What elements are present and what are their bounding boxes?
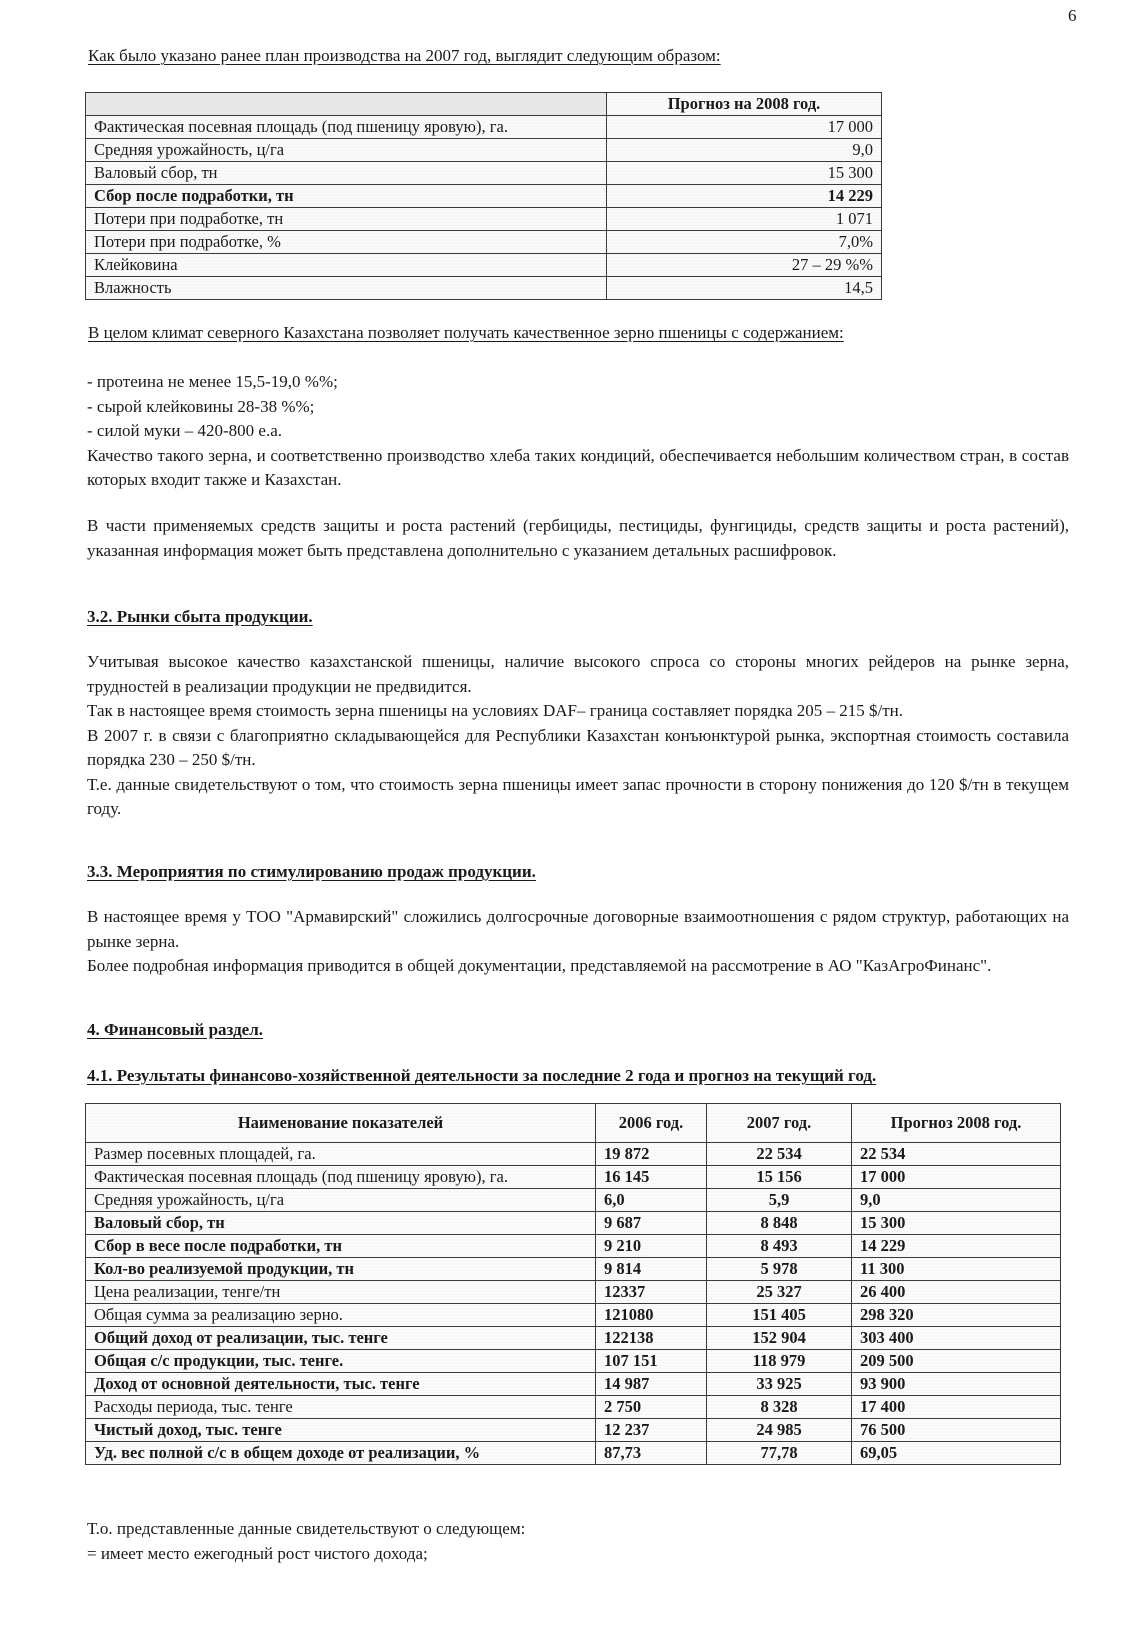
- paragraph: Т.е. данные свидетельствуют о том, что стоимость зерна пшеницы имеет запас прочности в сторону понижения до 120 $/тн в текущем году.: [87, 774, 1069, 818]
- list-item: = имеет место ежегодный рост чистого дохода;: [87, 1543, 428, 1563]
- table-header-cell: Прогноз 2008 год.: [852, 1104, 1061, 1143]
- paragraph: Так в настоящее время стоимость зерна пшеницы на условиях DAF– граница составляет порядка 205 – 215 $/тн.: [87, 701, 903, 720]
- row-label: Клейковина: [86, 254, 607, 277]
- list-item: - сырой клейковины 28-38 %%;: [87, 396, 315, 416]
- table-header-cell: 2007 год.: [707, 1104, 852, 1143]
- value-2006: 12 237: [596, 1419, 707, 1442]
- table-header-cell: Наименование показателей: [86, 1104, 596, 1143]
- row-label: Сбор в весе после подработки, тн: [86, 1235, 596, 1258]
- row-value: 15 300: [607, 162, 882, 185]
- table-header-cell: Прогноз на 2008 год.: [607, 93, 882, 116]
- value-2006: 6,0: [596, 1189, 707, 1212]
- table-row: [86, 1258, 1061, 1281]
- section-3-3-body: [87, 905, 1069, 979]
- list-item: - протеина не менее 15,5-19,0 %%;: [87, 372, 338, 391]
- value-2007: 33 925: [707, 1373, 852, 1396]
- table-row: [86, 1281, 1061, 1304]
- table-row: [86, 1143, 1061, 1166]
- row-label: Кол-во реализуемой продукции, тн: [86, 1258, 596, 1281]
- table-row: [86, 1442, 1061, 1465]
- financial-results-table: [85, 1103, 1061, 1465]
- value-2006: 107 151: [596, 1350, 707, 1373]
- row-label: Общий доход от реализации, тыс. тенге: [86, 1327, 596, 1350]
- table-row: [86, 231, 882, 254]
- row-label: Общая сумма за реализацию зерно.: [86, 1304, 596, 1327]
- value-2007: 5 978: [707, 1258, 852, 1281]
- value-2007: 15 156: [707, 1166, 852, 1189]
- page-number: 6: [1068, 6, 1077, 25]
- section-3-3-heading: 3.3. Мероприятия по стимулированию продаж продукции.: [87, 862, 536, 881]
- value-2006: 14 987: [596, 1373, 707, 1396]
- quality-paragraph: Качество такого зерна, и соответственно производство хлеба таких кондиций, обеспечивается небольшим количеством стран, в состав которых входит также и Казахстан.: [87, 445, 1069, 489]
- row-label: Потери при подработке, тн: [86, 208, 607, 231]
- table-header-cell: [86, 93, 607, 116]
- table-row: [86, 1235, 1061, 1258]
- intro-heading: Как было указано ранее план производства на 2007 год, выглядит следующим образом:: [88, 46, 721, 65]
- value-2008: 93 900: [852, 1373, 1061, 1396]
- value-2007: 25 327: [707, 1281, 852, 1304]
- paragraph: Учитывая высокое качество казахстанской пшеницы, наличие высокого спроса со стороны многих рейдеров на рынке зерна, трудностей в реализации продукции не предвидится.: [87, 652, 1069, 696]
- production-plan-table: [85, 92, 882, 300]
- value-2007: 24 985: [707, 1419, 852, 1442]
- table-row: [86, 1373, 1061, 1396]
- table-row: [86, 1396, 1061, 1419]
- table-row: [86, 1166, 1061, 1189]
- table-row: [86, 1327, 1061, 1350]
- value-2008: 17 400: [852, 1396, 1061, 1419]
- value-2007: 151 405: [707, 1304, 852, 1327]
- row-label: Сбор после подработки, тн: [86, 185, 607, 208]
- table-row: [86, 139, 882, 162]
- row-value: 7,0%: [607, 231, 882, 254]
- table-row: [86, 116, 882, 139]
- row-label: Общая с/с продукции, тыс. тенге.: [86, 1350, 596, 1373]
- section-4-1-heading: 4.1. Результаты финансово-хозяйственной деятельности за последние 2 года и прогноз на текущий год.: [87, 1066, 877, 1085]
- value-2008: 76 500: [852, 1419, 1061, 1442]
- value-2007: 8 328: [707, 1396, 852, 1419]
- row-label: Фактическая посевная площадь (под пшеницу яровую), га.: [86, 1166, 596, 1189]
- climate-list: [87, 370, 1069, 493]
- table-row: [86, 185, 882, 208]
- value-2006: 19 872: [596, 1143, 707, 1166]
- list-item: - силой муки – 420-800 е.а.: [87, 421, 283, 440]
- row-label: Уд. вес полной с/с в общем доходе от реализации, %: [86, 1442, 596, 1465]
- paragraph: В настоящее время у ТОО "Армавирский" сложились долгосрочные договорные взаимоотношения с рядом структур, работающих на рынке зерна.: [87, 907, 1069, 951]
- value-2008: 69,05: [852, 1442, 1061, 1465]
- value-2006: 122138: [596, 1327, 707, 1350]
- table-row: [86, 277, 882, 300]
- table-row: [86, 208, 882, 231]
- value-2008: 22 534: [852, 1143, 1061, 1166]
- table-header-cell: 2006 год.: [596, 1104, 707, 1143]
- row-value: 27 – 29 %%: [607, 254, 882, 277]
- table-row: [86, 1304, 1061, 1327]
- value-2008: 303 400: [852, 1327, 1061, 1350]
- value-2006: 9 814: [596, 1258, 707, 1281]
- row-label: Доход от основной деятельности, тыс. тенге: [86, 1373, 596, 1396]
- row-label: Средняя урожайность, ц/га: [86, 1189, 596, 1212]
- table-row: [86, 254, 882, 277]
- value-2006: 9 210: [596, 1235, 707, 1258]
- table-row: [86, 1212, 1061, 1235]
- row-label: Средняя урожайность, ц/га: [86, 139, 607, 162]
- section-4-heading: 4. Финансовый раздел.: [87, 1020, 264, 1039]
- row-value: 9,0: [607, 139, 882, 162]
- value-2008: 17 000: [852, 1166, 1061, 1189]
- value-2007: 22 534: [707, 1143, 852, 1166]
- value-2007: 77,78: [707, 1442, 852, 1465]
- section-3-2-heading: 3.2. Рынки сбыта продукции.: [87, 607, 313, 626]
- row-label: Валовый сбор, тн: [86, 1212, 596, 1235]
- table-row: [86, 162, 882, 185]
- row-label: Влажность: [86, 277, 607, 300]
- value-2008: 14 229: [852, 1235, 1061, 1258]
- value-2008: 11 300: [852, 1258, 1061, 1281]
- table-row: [86, 1350, 1061, 1373]
- value-2006: 12337: [596, 1281, 707, 1304]
- protection-paragraph: В части применяемых средств защиты и роста растений (гербициды, пестициды, фунгициды, средств защиты и роста растений), указанная информация может быть представлена дополнительно с указанием детальных расшифровок.: [87, 516, 1069, 560]
- row-label: Валовый сбор, тн: [86, 162, 607, 185]
- climate-heading: В целом климат северного Казахстана позволяет получать качественное зерно пшеницы с содержанием:: [88, 323, 844, 342]
- row-value: 1 071: [607, 208, 882, 231]
- table-header-row: [86, 1104, 1061, 1143]
- value-2007: 8 848: [707, 1212, 852, 1235]
- value-2008: 9,0: [852, 1189, 1061, 1212]
- value-2007: 118 979: [707, 1350, 852, 1373]
- value-2006: 16 145: [596, 1166, 707, 1189]
- row-value: 14,5: [607, 277, 882, 300]
- row-label: Расходы периода, тыс. тенге: [86, 1396, 596, 1419]
- table-header-row: [86, 93, 882, 116]
- paragraph: В 2007 г. в связи с благоприятно складывающейся для Республики Казахстан конъюнктурой рынка, экспортная стоимость составила порядка 230 – 250 $/тн.: [87, 725, 1069, 769]
- section-3-2-body: [87, 650, 1069, 822]
- row-value: 14 229: [607, 185, 882, 208]
- row-label: Цена реализации, тенге/тн: [86, 1281, 596, 1304]
- conclusion-intro: Т.о. представленные данные свидетельствуют о следующем:: [87, 1519, 526, 1538]
- row-label: Чистый доход, тыс. тенге: [86, 1419, 596, 1442]
- table-row: [86, 1419, 1061, 1442]
- table-row: [86, 1189, 1061, 1212]
- row-value: 17 000: [607, 116, 882, 139]
- row-label: Потери при подработке, %: [86, 231, 607, 254]
- value-2008: 209 500: [852, 1350, 1061, 1373]
- value-2006: 2 750: [596, 1396, 707, 1419]
- value-2007: 152 904: [707, 1327, 852, 1350]
- value-2008: 298 320: [852, 1304, 1061, 1327]
- value-2006: 121080: [596, 1304, 707, 1327]
- conclusion: [87, 1517, 1069, 1566]
- value-2007: 5,9: [707, 1189, 852, 1212]
- row-label: Фактическая посевная площадь (под пшеницу яровую), га.: [86, 116, 607, 139]
- value-2008: 15 300: [852, 1212, 1061, 1235]
- value-2006: 9 687: [596, 1212, 707, 1235]
- value-2008: 26 400: [852, 1281, 1061, 1304]
- paragraph: Более подробная информация приводится в общей документации, представляемой на рассмотрение в АО "КазАгроФинанс".: [87, 956, 992, 975]
- row-label: Размер посевных площадей, га.: [86, 1143, 596, 1166]
- value-2007: 8 493: [707, 1235, 852, 1258]
- value-2006: 87,73: [596, 1442, 707, 1465]
